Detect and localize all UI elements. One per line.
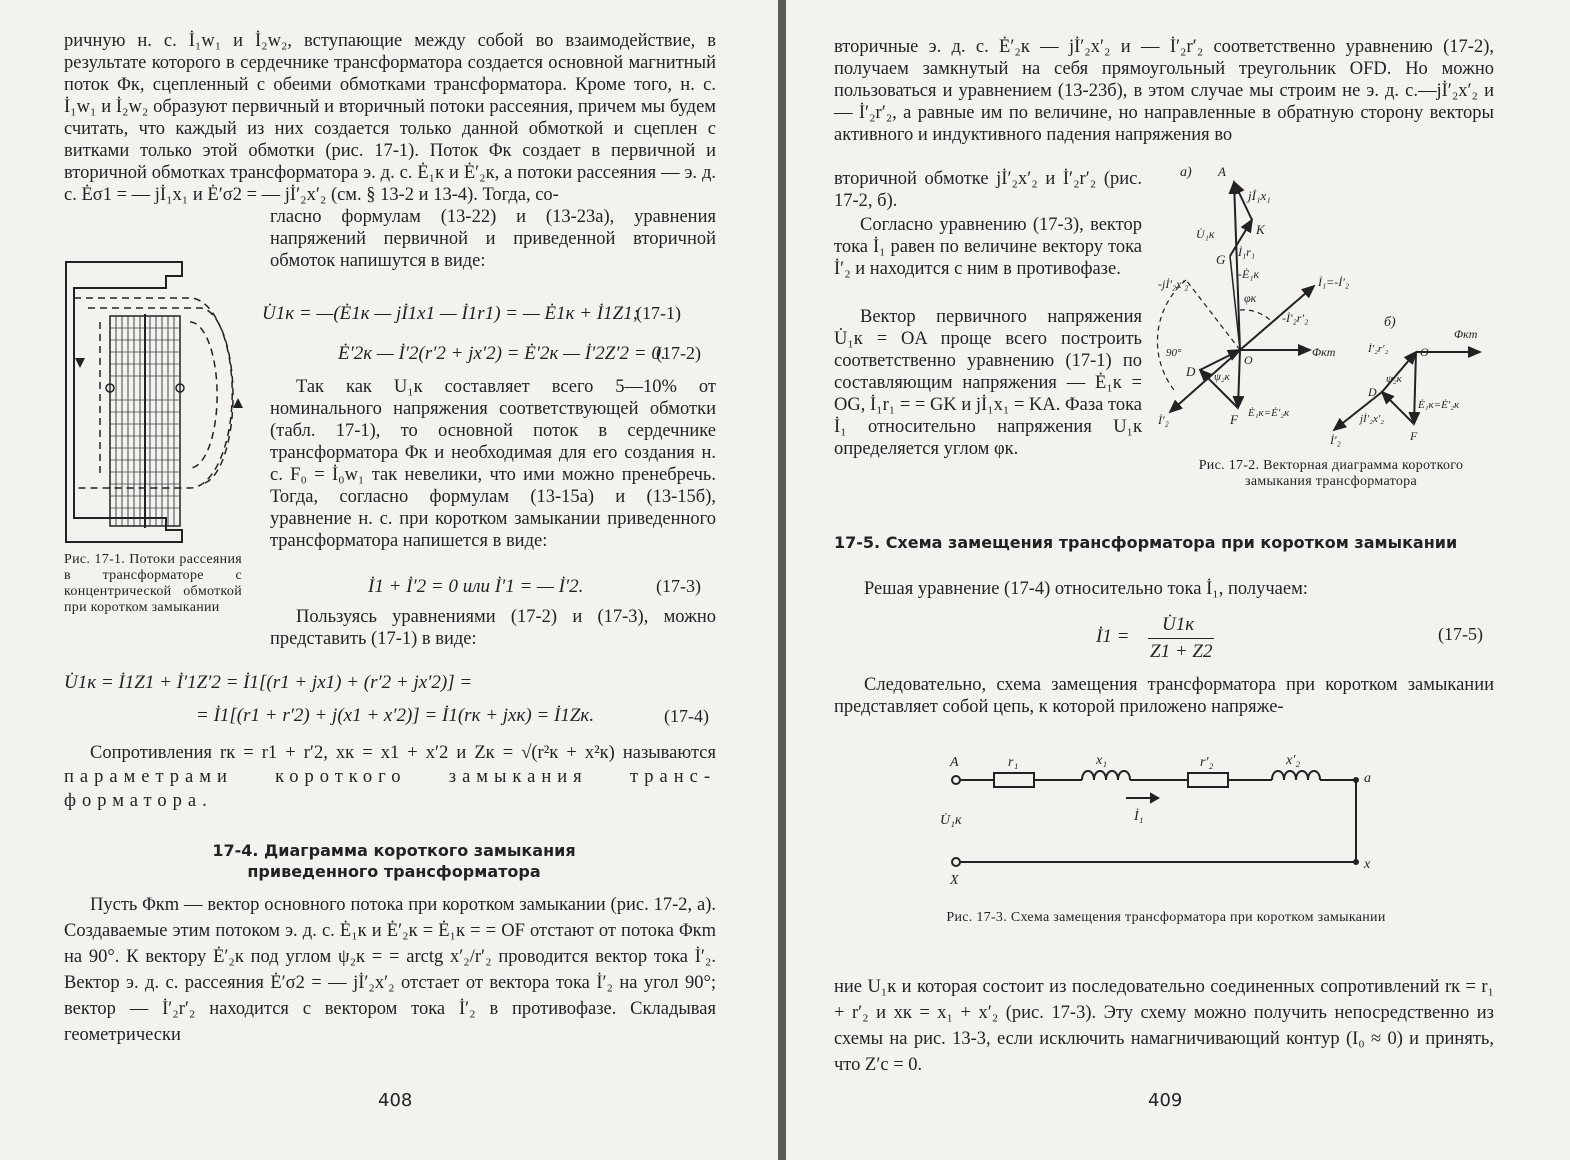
left-paragraph-4: Пользуясь уравнениями (17-2) и (17-3), можно представить (17-1) в виде:	[270, 607, 716, 649]
right-paragraph-1: вторичные э. д. с. Ė′₂к — jİ′₂x′₂ и — İ′₂r′₂ соответственно уравнению (17-2), получаем замкнутый на себя прямоугольный треугольник OFD. Но можно пользоваться и уравнением (13-23б), в этом случае мы строим не э. д. с.—jİ′₂x′₂ и — İ′₂r′₂, а равные им по величине, но направленные в обратную сторону векторы активного и индуктивного падения напряжения во	[834, 37, 1494, 145]
fig2-b-label-F: F	[1410, 429, 1418, 443]
fig2-label-I2: İ′₂	[1158, 413, 1169, 427]
fig2-label-E1kE2k: Ė₁к=Ė′₂к	[1248, 407, 1290, 419]
fig2-b-label-O: O	[1420, 345, 1429, 359]
fig2-b-label-I2: İ′₂	[1330, 433, 1341, 447]
fig2-label-mI2r2: -İ′₂r′₂	[1282, 311, 1309, 325]
fig2-label-phik: φк	[1244, 291, 1257, 305]
section-heading-17-4: 17-4. Диаграмма короткого замыкания приведенного трансформатора	[212, 841, 576, 881]
fig2-label-angle90: 90°	[1166, 347, 1182, 359]
right-paragraph-6: Следовательно, схема замещения трансформатора при коротком замыкании представляет собой цепь, к которой приложено напряже-	[834, 675, 1494, 717]
equation-17-5-lhs: İ1 =	[1096, 626, 1130, 647]
figure-17-1-caption: Рис. 17-1. Потоки рассеяния в трансформаторе с концентрической обмоткой при коротком замыкании	[64, 552, 242, 615]
figure-17-2	[1156, 160, 1496, 456]
left-page	[0, 0, 778, 1160]
left-paragraph-5-end: форматора.	[64, 791, 213, 811]
equation-number-17-5: (17-5)	[1438, 624, 1483, 644]
fig3-label-x: x	[1364, 857, 1371, 872]
equation-17-3: İ1 + İ′2 = 0 или İ′1 = — İ′2.	[368, 576, 584, 597]
right-paragraph-3: Согласно уравнению (17-3), вектор тока İ₁ равен по величине вектору тока İ′₂ и находится с ним в противофазе.	[834, 215, 1142, 279]
fig3-label-A: A	[950, 755, 959, 770]
left-paragraph-3: Так как U₁к составляет всего 5—10% от номинального напряжения соответствующей обмотки (табл. 17-1), то основной поток в сердечнике трансформатора Φк и необходимая для его создания н. с. F₀ = İ₀w₁ так невелики, что ими можно пренебречь. Тогда, согласно формулам (13-15а) и (13-15б), уравнение н. с. при коротком замыкании приведенного трансформатора напишется в виде:	[270, 377, 716, 551]
fig2-b-label-E1kE2k: Ė₁к=Ė′₂к	[1418, 399, 1460, 411]
fig2-label-a: а)	[1180, 165, 1192, 180]
left-paragraph-6: Пусть Φкm — вектор основного потока при коротком замыкании (рис. 17-2, а). Создаваемые этим потоком э. д. с. Ė₁к и Ė′₂к = Ė₁к = = OF отстают от потока Φкm на 90°. К вектору Ė′₂к под углом ψ₂к = = arctg x′₂/r′₂ проводится вектор тока İ′₂. Вектор э. д. с. рассеяния Ė′σ2 = — jİ′₂x′₂ отстает от вектора тока İ′₂ на угол 90°; вектор — İ′₂r′₂ находится с вектором тока İ′₂ в противофазе. Складывая геометрически	[64, 895, 716, 1045]
fig2-label-U1k: U̇₁к	[1196, 227, 1215, 241]
left-paragraph-1: ричную н. с. İ₁w₁ и İ₂w₂, вступающие между собой во взаимодействие, в результате которого в сердечнике трансформатора создается основной магнитный поток Φк, сцепленный с обеими обмотками трансформатора. Кроме того, н. с. İ₁w₁ и İ₂w₂ образуют первичный и вторичный потоки рассеяния, причем мы будем считать, что каждый из них создается только данной обмоткой и сцеплен с витками только этой обмотки (рис. 17-1). Поток Φк создает в первичной и вторичной обмотках трансформатора э. д. с. Ė₁к и Ė′₂к, а потоки рассеяния — э. д. с. Ėσ1 = — jİ₁x₁ и Ė′σ2 = — jİ′₂x′₂ (см. § 13-2 и 13-4). Тогда, со-	[64, 31, 716, 205]
fig2-b-label-jI2x2: jİ′₂x′₂	[1360, 413, 1385, 425]
fig2-label-Phikm: Φкm	[1312, 345, 1336, 359]
page-number-left: 408	[378, 1090, 413, 1111]
equation-number-17-1: (17-1)	[636, 303, 681, 323]
fig2-label-I1r1: İ₁r₁	[1238, 245, 1256, 259]
fig2-b-label-D: D	[1368, 385, 1377, 399]
fig2-label-psi2k: ψ₂к	[1214, 371, 1230, 383]
right-paragraph-5: Решая уравнение (17-4) относительно тока İ₁, получаем:	[864, 579, 1308, 599]
right-paragraph-7: ние U₁к и которая состоит из последовательно соединенных сопротивлений rк = r₁ + r′₂ и xк = x₁ + x′₂ (рис. 17-3). Эту схему можно получить непосредственно из схемы на рис. 13-3, если исключить намагничивающий контур (I₀ ≈ 0) и принять, что Z′c = 0.	[834, 977, 1494, 1075]
right-paragraph-4: Вектор первичного напряжения U̇₁к = OA проще всего построить соответственно уравнению (17-1) по составляющим напряжения — Ė₁к = OG, İ₁r₁ = = GK и jİ₁x₁ = KA. Фаза тока İ₁ относительно напряжения U₁к определяется углом φк.	[834, 307, 1142, 459]
fig3-label-X: X	[950, 873, 959, 888]
fig2-label-jI1x1: jİ₁x₁	[1248, 188, 1271, 203]
figure-17-3-caption: Рис. 17-3. Схема замещения трансформатора при коротком замыкании	[946, 910, 1386, 925]
equation-17-5-numerator: U̇1к	[1162, 614, 1195, 635]
fig2-label-G: G	[1216, 252, 1226, 267]
fig3-label-r1: r₁	[1008, 755, 1019, 770]
equation-17-4-line1: U̇1к = İ1Z1 + İ′1Z′2 = İ1[(r1 + jx1) + (r′2 + jx′2)] =	[64, 672, 473, 693]
section-heading-17-5: 17-5. Схема замещения трансформатора при коротком замыкании	[834, 533, 1458, 552]
fig3-label-I1: İ₁	[1134, 809, 1144, 824]
right-page	[786, 0, 1570, 1160]
fig3-label-r2: r′₂	[1200, 755, 1214, 770]
equation-17-4-line2: = İ1[(r1 + r′2) + j(x1 + x′2)] = İ1(rк + jxк) = İ1Zк.	[196, 705, 595, 726]
fig3-label-x2: x′₂	[1286, 753, 1301, 768]
figure-17-1	[60, 258, 250, 548]
equation-number-17-3: (17-3)	[656, 576, 701, 596]
equation-number-17-4: (17-4)	[664, 706, 709, 726]
equation-17-5-fraction-bar	[1148, 638, 1214, 639]
page-number-right: 409	[1148, 1090, 1183, 1111]
fig2-label-K: K	[1256, 222, 1265, 237]
fig2-label-E1k: -Ė₁к	[1238, 267, 1260, 281]
left-paragraph-5-spaced: параметрами короткого замыкания транс-	[64, 767, 716, 787]
fig2-label-O: O	[1244, 353, 1253, 367]
equation-17-2: Ė′2к — İ′2(r′2 + jx′2) = Ė′2к — İ′2Z′2 = 0.	[338, 343, 666, 364]
fig2-b-label-I2r2: İ′₂r′₂	[1368, 343, 1389, 355]
equation-17-5-denominator: Z1 + Z2	[1150, 641, 1213, 662]
fig2-label-mjI2x2: -jİ′₂x′₂	[1158, 277, 1189, 291]
fig2-label-A: A	[1218, 164, 1226, 179]
fig2-label-F: F	[1230, 412, 1238, 427]
fig3-label-U1k: U̇₁к	[940, 813, 962, 828]
equation-number-17-2: (17-2)	[656, 343, 701, 363]
fig3-label-a: a	[1364, 771, 1371, 786]
figure-17-3	[936, 748, 1376, 898]
fig2-b-label-Phikm: Φкm	[1454, 327, 1478, 341]
equation-17-1: U̇1к = —(Ė1к — jİ1x1 — İ1r1) = — Ė1к + İ1Z1;	[262, 303, 640, 324]
left-paragraph-5: Сопротивления rк = r1 + r′2, xк = x1 + x′2 и Zк = √(r²к + x²к) называются	[90, 743, 716, 763]
left-paragraph-2: гласно формулам (13-22) и (13-23а), уравнения напряжений первичной и приведенной вторичной обмоток напишутся в виде:	[270, 207, 716, 271]
fig2-label-D: D	[1186, 364, 1196, 379]
fig2-label-I1: İ₁=-İ′₂	[1318, 275, 1350, 289]
fig3-label-x1: x₁	[1096, 753, 1108, 768]
right-paragraph-2: вторичной обмотке jİ′₂x′₂ и İ′₂r′₂ (рис. 17-2, б).	[834, 169, 1142, 211]
fig2-b-label-psi2k: ψ₂к	[1386, 373, 1402, 385]
book-gutter	[778, 0, 786, 1160]
fig2-label-b: б)	[1384, 315, 1396, 330]
figure-17-2-caption: Рис. 17-2. Векторная диаграмма короткого замыкания трансформатора	[1198, 458, 1464, 489]
